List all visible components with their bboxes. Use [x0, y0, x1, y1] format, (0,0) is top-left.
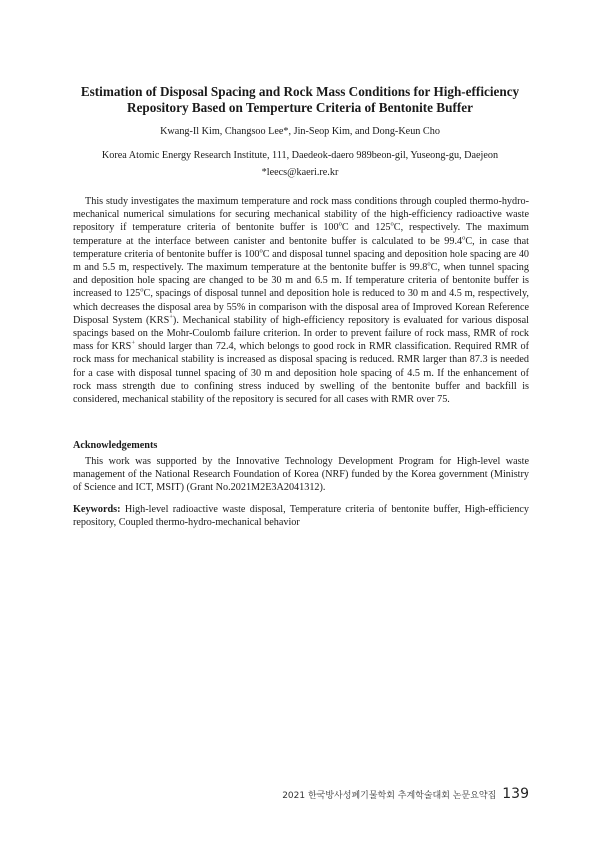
abstract-text: C and 125 — [341, 222, 391, 234]
affiliation: Korea Atomic Energy Research Institute, 111, Daedeok-daero 989beon-gil, Yuseong-gu, Daejeon — [101, 150, 499, 161]
degree-sup: o — [462, 234, 466, 242]
abstract-text: C, respectively. The maximum temperature at the interface between canister and bentonite buffer is calculated to be 99.4 — [73, 222, 529, 247]
abstract — [73, 195, 529, 406]
abstract-text: This study investigates the maximum temperature and rock mass conditions through coupled thermo-hydro-mechanical numerical simulations for securing mechanical stability of the high-efficiency radioactive waste repository if temperature criteria of bentonite buffer is 100 — [73, 196, 529, 234]
degree-sup: o — [259, 247, 263, 255]
keywords-text: High-level radioactive waste disposal, Temperature criteria of bentonite buffer, High-efficiency repository, Coupled thermo-hydro-mechanical behavior — [73, 504, 529, 529]
abstract-text: should larger than 72.4, which belongs to good rock in RMR classification. Required RMR of rock mass for mechanical stability is increased as disposal spacing is reduced. RMR larger than 87.3 is needed for a case with disposal tunnel spacing of 30 m and deposition hole spacing of 4.5 m. If the enhancement of rock mass strength due to confining stress induced by swelling of the bentonite buffer and backfill is considered, mechanical stability of the repository is secured for all cases with RMR over 75. — [73, 341, 529, 406]
plus-sup: + — [169, 313, 173, 321]
authors: Kwang-Il Kim, Changsoo Lee*, Jin-Seop Kim, and Dong-Keun Cho — [160, 126, 440, 137]
proceedings-title: 2021 한국방사성폐기물학회 추계학술대회 논문요약집 — [282, 791, 497, 801]
keywords — [73, 503, 529, 529]
page-footer — [282, 786, 529, 802]
title-line-1: Estimation of Disposal Spacing and Rock Mass Conditions for High-efficiency — [80, 84, 520, 99]
degree-sup: o — [140, 287, 144, 295]
abstract-text: C, in case that temperature criteria of bentonite buffer is 100 — [73, 235, 529, 260]
abstract-text: C, when tunnel spacing and deposition hole spacing are changed to be 30 m and 6.5 m. If temperature criteria of bentonite buffer is increased to 125 — [73, 262, 529, 300]
paper-title — [60, 84, 540, 116]
page-number: 139 — [502, 786, 529, 802]
plus-sup: + — [131, 339, 136, 347]
degree-sup: o — [338, 221, 342, 229]
acknowledgements-heading: Acknowledgements — [73, 440, 158, 451]
abstract-text: C, spacings of disposal tunnel and deposition hole is reduced to 30 m and 4.5 m, respectively, which decreases the disposal area by 55% in comparison with the disposal area of Improved Korean Reference Disposal System (KRS — [73, 288, 529, 326]
abstract-text: ). Mechanical stability of high-efficiency repository is evaluated for various disposal spacings based on the Mohr-Coulomb failure criterion. In order to prevent failure of rock mass, RMR of rock mass for KRS — [73, 314, 529, 353]
degree-sup: o — [427, 260, 431, 268]
acknowledgements-text: This work was supported by the Innovative Technology Development Program for High-level waste management of the National Research Foundation of Korea (NRF) funded by the Korea government (Ministry of Science and ICT, MSIT) (Grant No.2021M2E3A2041312). — [73, 456, 529, 494]
email: *leecs@kaeri.re.kr — [261, 167, 339, 178]
keywords-label: Keywords: — [73, 504, 121, 515]
title-line-2: Repository Based on Temperture Criteria of Bentonite Buffer — [127, 100, 473, 115]
degree-sup: o — [390, 221, 394, 229]
abstract-text: C and disposal tunnel spacing and deposition hole spacing are 40 m and 5.5 m, respectively. The maximum temperature at the bentonite buffer is 99.8 — [73, 248, 530, 274]
